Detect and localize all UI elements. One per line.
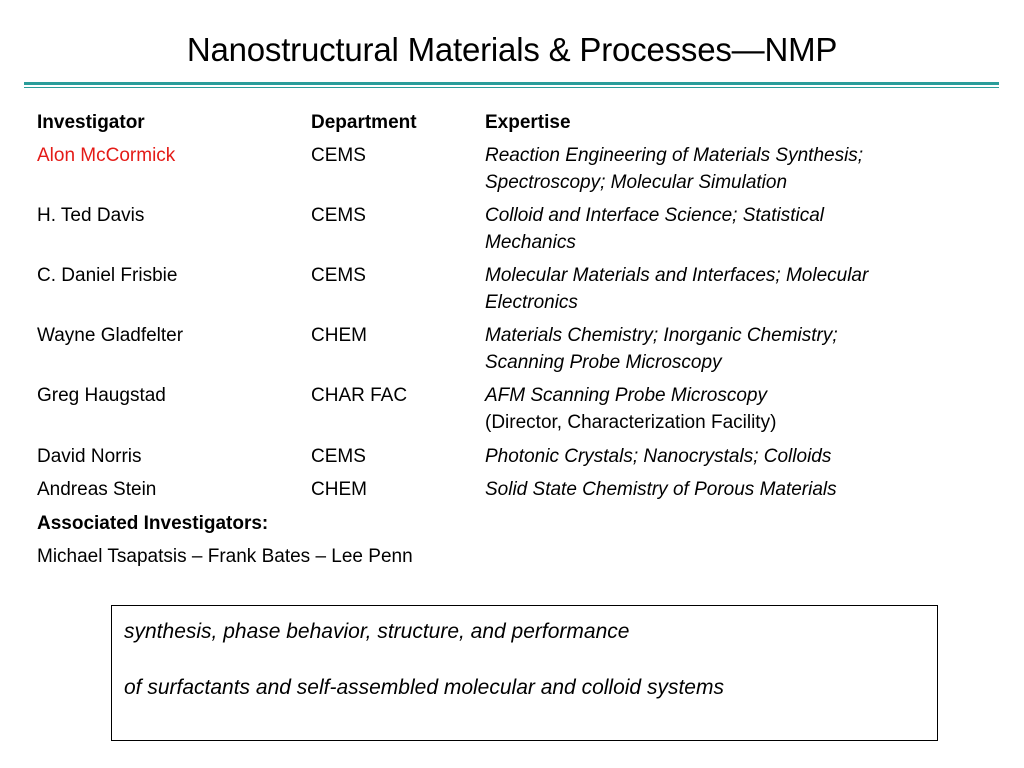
- expertise-line: Materials Chemistry; Inorganic Chemistry;: [485, 325, 838, 346]
- department: CHEM: [311, 325, 367, 346]
- department: CEMS: [311, 145, 366, 166]
- investigator-name: H. Ted Davis: [37, 205, 145, 226]
- expertise-line: Scanning Probe Microscopy: [485, 352, 722, 373]
- investigator-name: C. Daniel Frisbie: [37, 265, 178, 286]
- investigator-name: Alon McCormick: [37, 145, 176, 166]
- header-expertise: Expertise: [485, 112, 571, 133]
- expertise: [485, 382, 965, 436]
- expertise: [485, 322, 965, 376]
- expertise-line: (Director, Characterization Facility): [485, 412, 777, 433]
- department: CEMS: [311, 265, 366, 286]
- title-divider-thin: [24, 87, 999, 88]
- expertise-line: AFM Scanning Probe Microscopy: [485, 385, 767, 406]
- header-department: Department: [311, 112, 417, 133]
- associated-investigators-heading: Associated Investigators:: [37, 513, 269, 534]
- department: CHEM: [311, 479, 367, 500]
- investigator-name: Wayne Gladfelter: [37, 325, 184, 346]
- department: CEMS: [311, 205, 366, 226]
- expertise-line: Spectroscopy; Molecular Simulation: [485, 172, 788, 193]
- summary-box: [111, 605, 938, 741]
- department: CEMS: [311, 446, 366, 467]
- summary-line-1: synthesis, phase behavior, structure, and performance: [124, 620, 630, 643]
- expertise-line: Electronics: [485, 292, 578, 313]
- investigator-name: Greg Haugstad: [37, 385, 166, 406]
- associated-investigators-names: Michael Tsapatsis – Frank Bates – Lee Penn: [37, 546, 413, 567]
- expertise-line: Molecular Materials and Interfaces; Molecular: [485, 265, 869, 286]
- expertise-line: Solid State Chemistry of Porous Materials: [485, 479, 837, 500]
- investigator-name: David Norris: [37, 446, 142, 467]
- expertise-line: Mechanics: [485, 232, 576, 253]
- title-divider-thick: [24, 82, 999, 85]
- summary-line-2: of surfactants and self-assembled molecular and colloid systems: [124, 676, 724, 699]
- expertise: [485, 202, 965, 256]
- expertise: [485, 443, 965, 470]
- expertise-line: Colloid and Interface Science; Statistical: [485, 205, 825, 226]
- expertise-line: Photonic Crystals; Nanocrystals; Colloids: [485, 446, 832, 467]
- department: CHAR FAC: [311, 385, 408, 406]
- expertise: [485, 142, 965, 196]
- header-investigator: Investigator: [37, 112, 145, 133]
- investigator-name: Andreas Stein: [37, 479, 157, 500]
- page-title: Nanostructural Materials & Processes—NMP: [186, 31, 838, 68]
- expertise: [485, 262, 965, 316]
- expertise-line: Reaction Engineering of Materials Synthesis;: [485, 145, 864, 166]
- expertise: [485, 476, 965, 503]
